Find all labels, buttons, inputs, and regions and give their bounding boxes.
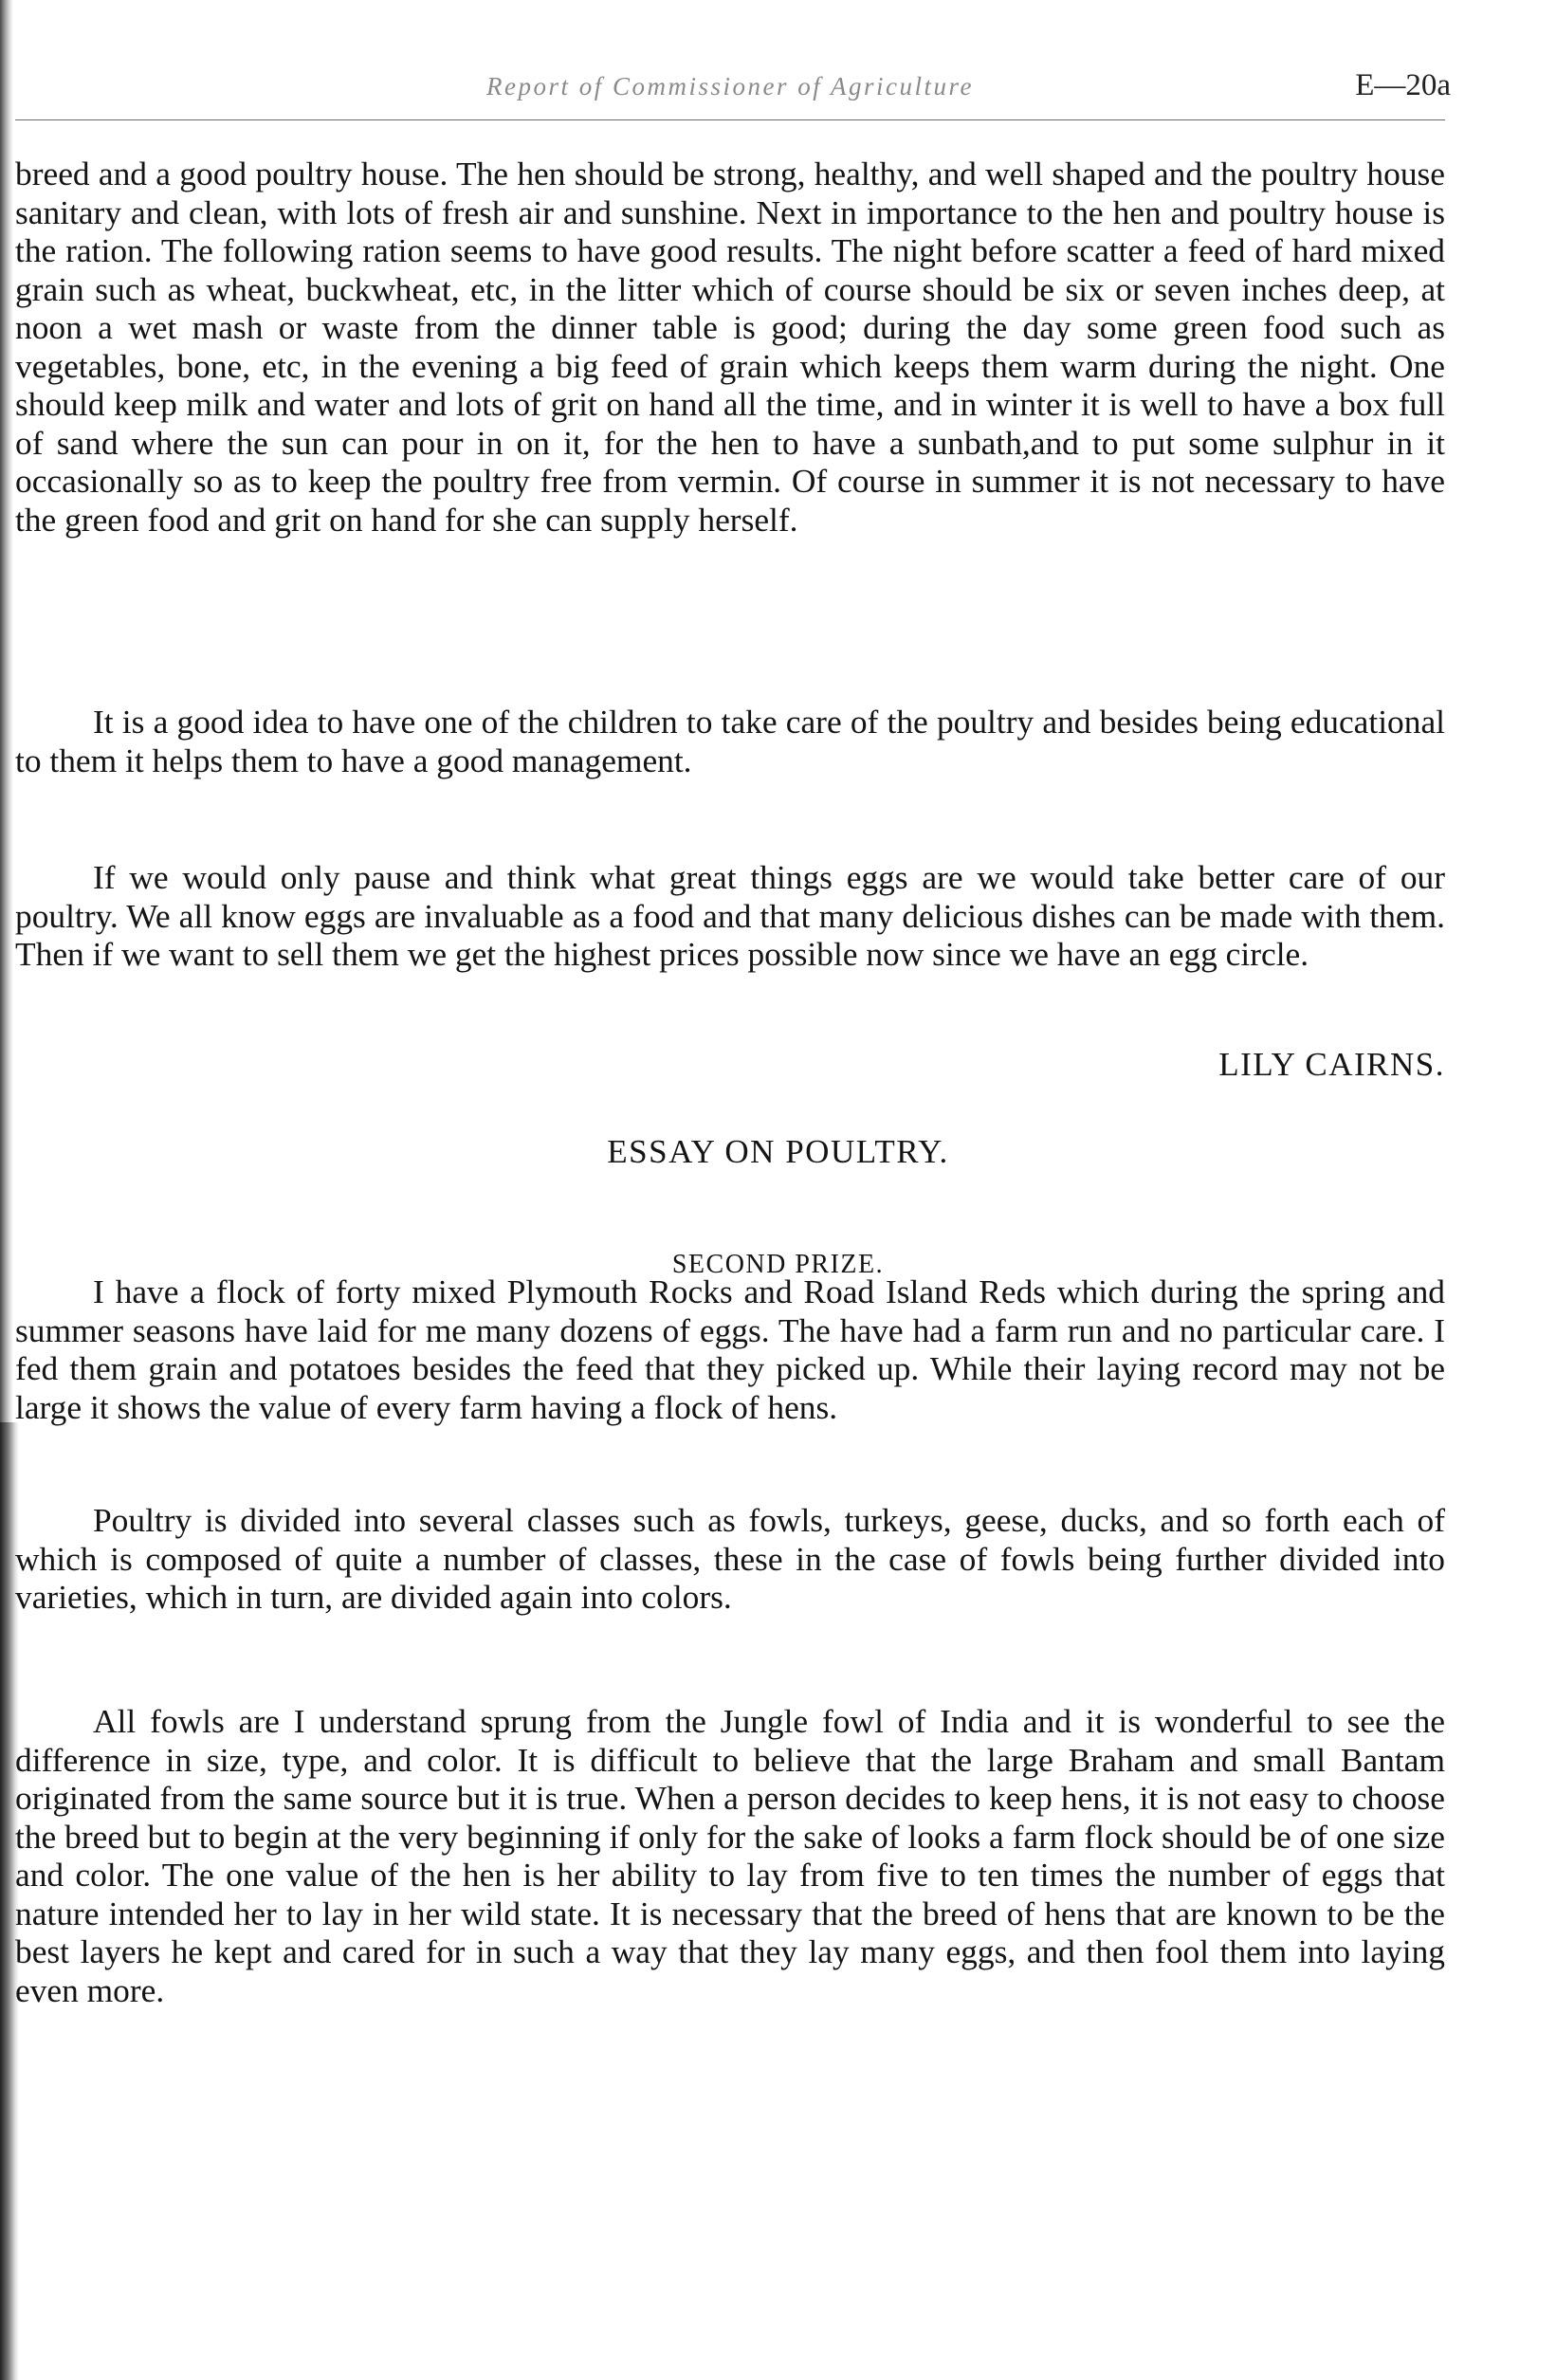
page-number: E—20a [1355, 68, 1451, 102]
running-header [15, 68, 1451, 120]
paragraph-classes: Poultry is divided into several classes such as fowls, turkeys, geese, ducks, and so forth each of which is composed of quite a number of classes, these in the case of fowls being further divided into varieties, which in turn, are divided again into colors. [15, 1501, 1445, 1616]
paragraph-ration: breed and a good poultry house. The hen should be strong, healthy, and well shaped and the poultry house sanitary and clean, with lots of fresh air and sunshine. Next in importance to the hen and poultry house is the ration. The following ration seems to have good results. The night before scatter a feed of hard mixed grain such as wheat, buckwheat, etc, in the litter which of course should be six or seven inches deep, at noon a wet mash or waste from the dinner table is good; during the day some green food such as vegetables, bone, etc, in the evening a big feed of grain which keeps them warm during the night. One should keep milk and water and lots of grit on hand all the time, and in winter it is well to have a box full of sand where the sun can pour in on it, for the hen to have a sunbath,and to put some sulphur in it occasionally so as to keep the poultry free from vermin. Of course in summer it is not necessary to have the green food and grit on hand for she can supply herself. [15, 155, 1445, 539]
essay-subtitle: SECOND PRIZE. [671, 1250, 885, 1279]
author-signature: LILY CAIRNS. [1218, 1046, 1445, 1083]
paragraph-flock: I have a flock of forty mixed Plymouth Rocks and Road Island Reds which during the spring and summer seasons have laid for me many dozens of eggs. The have had a farm run and no particular care. I fed them grain and potatoes besides the feed that they picked up. While their laying record may not be large it shows the value of every farm having a flock of hens. [15, 1272, 1445, 1426]
paragraph-jungle-fowl: All fowls are I understand sprung from the Jungle fowl of India and it is wonderful to see the difference in size, type, and color. It is difficult to believe that the large Braham and small Bantam originated from the same source but it is true. When a person decides to keep hens, it is not easy to choose the breed but to begin at the very beginning if only for the sake of looks a farm flock should be of one size and color. The one value of the hen is her ability to lay from five to ten times the number of eggs that nature intended her to lay in her wild state. It is necessary that the breed of hens that are known to be the best layers he kept and cared for in such a way that they lay many eggs, and then fool them into laying even more. [15, 1702, 1445, 2009]
paragraph-eggs: If we would only pause and think what great things eggs are we would take better care of our poultry. We all know eggs are invaluable as a food and that many delicious dishes can be made with them. Then if we want to sell them we get the highest prices possible now since we have an egg circle. [15, 858, 1445, 973]
paragraph-children: It is a good idea to have one of the children to take care of the poultry and besides being educational to them it helps them to have a good management. [15, 703, 1445, 779]
running-title: Report of Commissioner of Agriculture [486, 72, 974, 101]
essay-title: ESSAY ON POULTRY. [607, 1133, 949, 1170]
